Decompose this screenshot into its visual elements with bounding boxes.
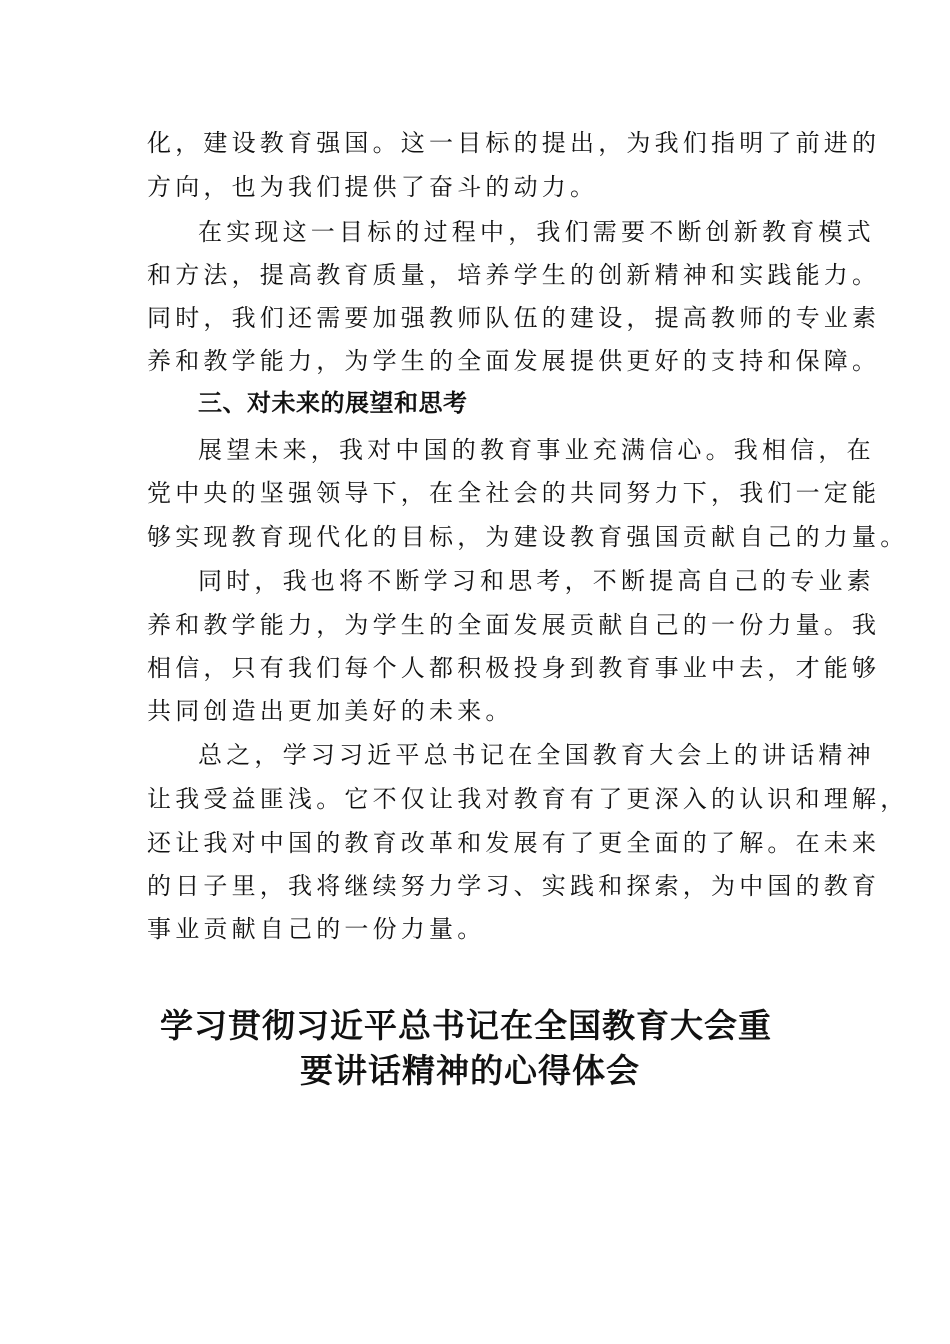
body-text-line: 让我受益匪浅。它不仅让我对教育有了更深入的认识和理解， [147,785,909,813]
body-text-line: 事业贡献自己的一份力量。 [147,915,486,943]
body-text-line: 党中央的坚强领导下，在全社会的共同努力下，我们一定能 [147,479,881,507]
document-title-line: 要讲话精神的心得体会 [300,1051,640,1090]
body-text-line: 总之，学习习近平总书记在全国教育大会上的讲话精神 [198,741,875,769]
body-text-line: 方向，也为我们提供了奋斗的动力。 [147,173,599,201]
body-text-line: 相信，只有我们每个人都积极投身到教育事业中去，才能够 [147,654,881,682]
body-text-line: 展望未来，我对中国的教育事业充满信心。我相信，在 [198,436,875,464]
body-text-line: 还让我对中国的教育改革和发展有了更全面的了解。在未来 [147,829,881,857]
body-text-line: 同时，我也将不断学习和思考，不断提高自己的专业素 [198,567,875,595]
body-text-line: 同时，我们还需要加强教师队伍的建设，提高教师的专业素 [147,304,881,332]
body-text-line: 共同创造出更加美好的未来。 [147,697,514,725]
body-text-line: 在实现这一目标的过程中，我们需要不断创新教育模式 [198,218,875,246]
body-text-line: 化，建设教育强国。这一目标的提出，为我们指明了前进的 [147,129,881,157]
document-title-line: 学习贯彻习近平总书记在全国教育大会重 [160,1006,772,1045]
section-heading: 三、对未来的展望和思考 [198,389,468,417]
body-text-line: 够实现教育现代化的目标，为建设教育强国贡献自己的力量。 [147,523,909,551]
body-text-line: 养和教学能力，为学生的全面发展提供更好的支持和保障。 [147,347,881,375]
body-text-line: 和方法，提高教育质量，培养学生的创新精神和实践能力。 [147,261,881,289]
body-text-line: 的日子里，我将继续努力学习、实践和探索，为中国的教育 [147,872,881,900]
body-text-line: 养和教学能力，为学生的全面发展贡献自己的一份力量。我 [147,611,881,639]
